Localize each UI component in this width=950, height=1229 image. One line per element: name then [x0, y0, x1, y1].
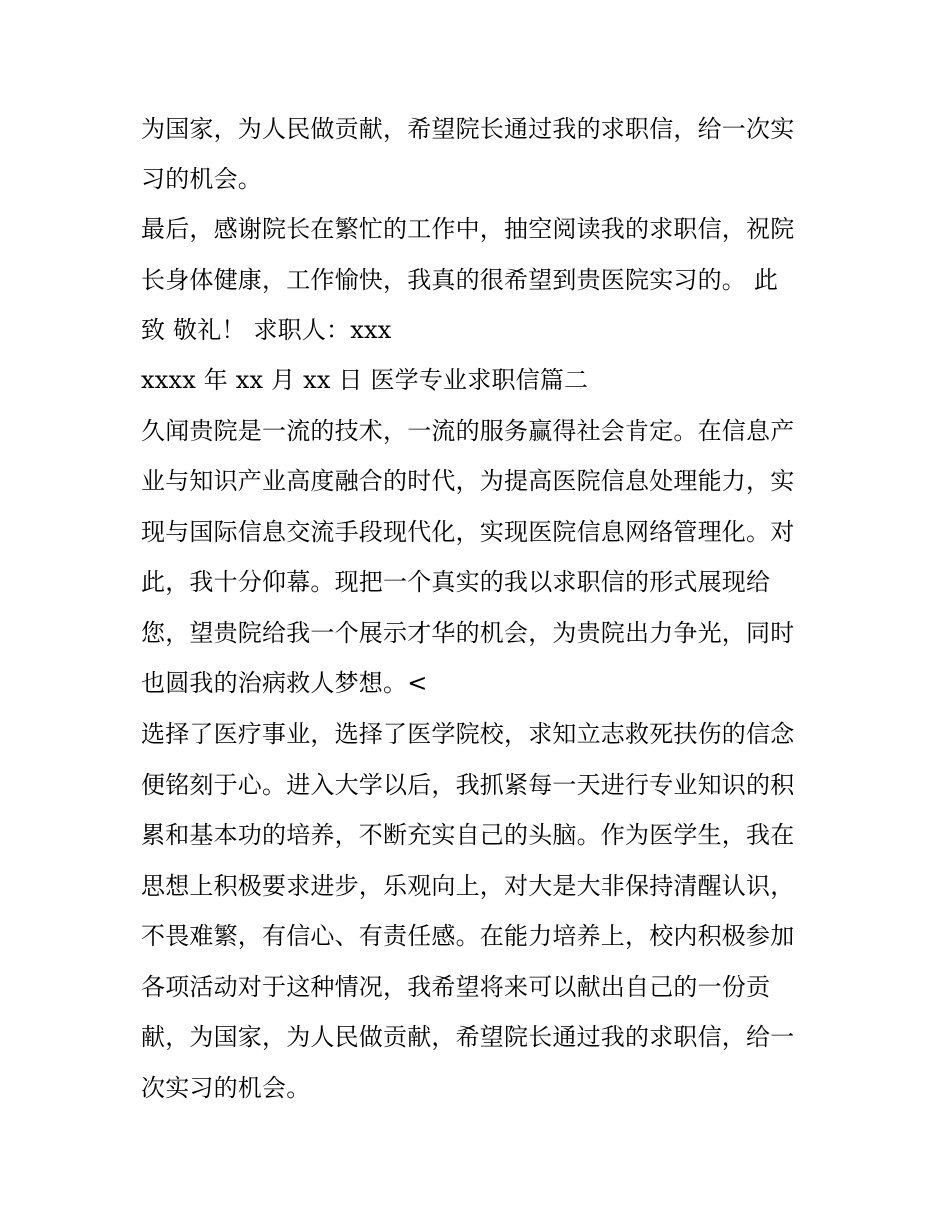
text-line: 致 敬礼！ 求职人：xxx — [141, 316, 392, 344]
text-line: 不畏难繁，有信心、有责任感。在能力培养上，校内积极参加 — [141, 922, 795, 950]
text-line: 各项活动对于这种情况，我希望将来可以献出自己的一份贡 — [141, 973, 771, 1001]
text-line: 最后，感谢院长在繁忙的工作中，抽空阅读我的求职信，祝院 — [141, 215, 795, 243]
text-line: 业与知识产业高度融合的时代，为提高医院信息处理能力，实 — [141, 467, 795, 495]
text-line: 久闻贵院是一流的技术，一流的服务赢得社会肯定。在信息产 — [141, 417, 795, 445]
text-line: 为国家，为人民做贡献，希望院长通过我的求职信，给一次实 — [141, 115, 795, 143]
text-line: 献，为国家，为人民做贡献，希望院长通过我的求职信，给一 — [141, 1023, 795, 1051]
text-line: 次实习的机会。 — [141, 1074, 311, 1102]
text-line: 思想上积极要求进步，乐观向上，对大是大非保持清醒认识， — [141, 872, 795, 900]
text-line: xxxx 年 xx 月 xx 日 医学专业求职信篇二 — [141, 366, 589, 394]
text-line: 便铭刻于心。进入大学以后，我抓紧每一天进行专业知识的积 — [141, 771, 795, 799]
text-line: 此，我十分仰幕。现把一个真实的我以求职信的形式展现给 — [141, 568, 771, 596]
text-line: 累和基本功的培养，不断充实自己的头脑。作为医学生，我在 — [141, 821, 795, 849]
text-line: 习的机会。 — [141, 165, 262, 193]
text-line: 选择了医疗事业，选择了医学院校，求知立志救死扶伤的信念 — [141, 720, 795, 748]
text-line: 长身体健康，工作愉快，我真的很希望到贵医院实习的。 此 — [141, 266, 779, 294]
text-line: 您，望贵院给我一个展示才华的机会，为贵院出力争光，同时 — [141, 619, 795, 647]
text-line: 也圆我的治病救人梦想。< — [141, 669, 428, 697]
text-line: 现与国际信息交流手段现代化，实现医院信息网络管理化。对 — [141, 518, 795, 546]
